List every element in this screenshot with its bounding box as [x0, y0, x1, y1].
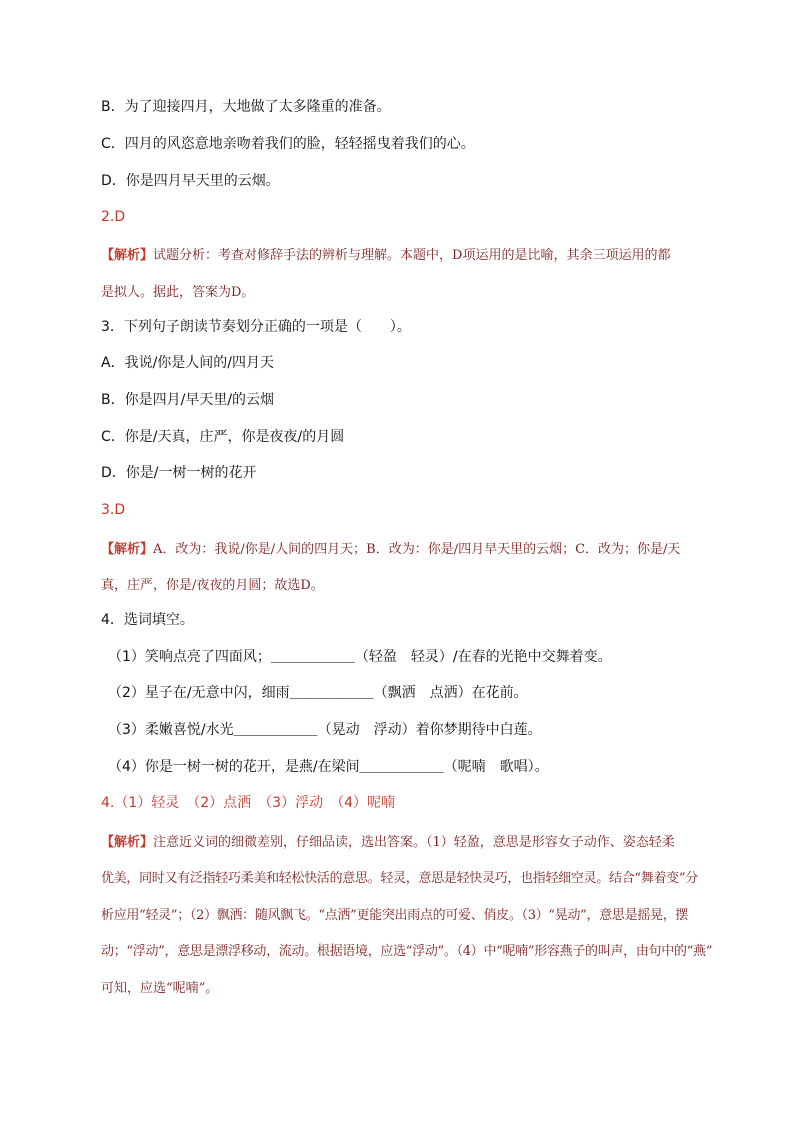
option-d-q2: D．你是四月早天里的云烟。	[101, 173, 280, 189]
answer-2: 2.D	[101, 209, 126, 225]
answer-4: 4.（1）轻灵 （2）点洒 （3）浮动 （4）呢喃	[101, 795, 395, 811]
explanation-3-line1: 【解析】A．改为：我说/你是/人间的四月天；B．改为：你是/四月早天里的云烟；C．改为；你是/天	[101, 542, 681, 557]
question-4-stem: 4．选词填空。	[101, 612, 194, 628]
q4-item-4: （4）你是一树一树的花开，是燕/在梁间＿＿＿＿＿＿（呢喃 歌唱）。	[108, 759, 549, 775]
option-b-q2: B．为了迎接四月，大地做了太多隆重的准备。	[101, 99, 391, 115]
explanation-tag: 【解析】	[101, 542, 154, 557]
q3-option-c: C．你是/天真，庄严，你是夜夜/的月圆	[101, 429, 345, 445]
explanation-tag: 【解析】	[101, 248, 154, 263]
explanation-3-line2: 真，庄严，你是/夜夜的月圆；故选D。	[101, 578, 324, 593]
question-3-stem: 3．下列句子朗读节奏划分正确的一项是（ ）。	[101, 319, 411, 335]
explanation-4-line2: 优美，同时又有泛指轻巧柔美和轻松快活的意思。轻灵，意思是轻快灵巧，也指轻细空灵。结合“舞着变”分	[101, 871, 698, 886]
q4-item-3: （3）柔嫩喜悦/水光＿＿＿＿＿＿（晃动 浮动）着你梦期待中白莲。	[108, 722, 542, 738]
option-c-q2: C．四月的风恣意地亲吻着我们的脸，轻轻摇曳着我们的心。	[101, 136, 475, 152]
q4-item-1: （1）笑响点亮了四面风；＿＿＿＿＿＿（轻盈 轻灵）/在春的光艳中交舞着变。	[108, 649, 612, 665]
answer-3: 3.D	[101, 502, 126, 518]
explanation-4-line5: 可知，应选“呢喃”。	[101, 981, 219, 996]
q3-option-d: D．你是/一树一树的花开	[101, 465, 257, 481]
q3-option-a: A．我说/你是人间的/四月天	[101, 355, 275, 371]
q4-item-2: （2）星子在/无意中闪，细雨＿＿＿＿＿＿（飘洒 点洒）在花前。	[108, 685, 528, 701]
explanation-2-line1: 【解析】试题分析：考查对修辞手法的辨析与理解。本题中，D项运用的是比喻，其余三项运用的都	[101, 248, 671, 263]
explanation-4-line3: 析应用“轻灵”；（2）飘洒：随风飘飞。“点洒”更能突出雨点的可爱、俏皮。（3）“晃动”，意思是摇晃，摆	[101, 908, 689, 923]
explanation-4-line1: 【解析】注意近义词的细微差别，仔细品读，选出答案。（1）轻盈，意思是形容女子动作、姿态轻柔	[101, 835, 675, 850]
explanation-2-line2: 是拟人。据此，答案为D。	[101, 285, 255, 300]
explanation-4-line4: 动；“浮动”，意思是漂浮移动，流动。根据语境，应选“浮动”。（4）中“呢喃”形容燕子的叫声，由句中的“燕”	[101, 944, 713, 959]
q3-option-b: B．你是四月/早天里/的云烟	[101, 392, 275, 408]
explanation-tag: 【解析】	[101, 835, 154, 850]
